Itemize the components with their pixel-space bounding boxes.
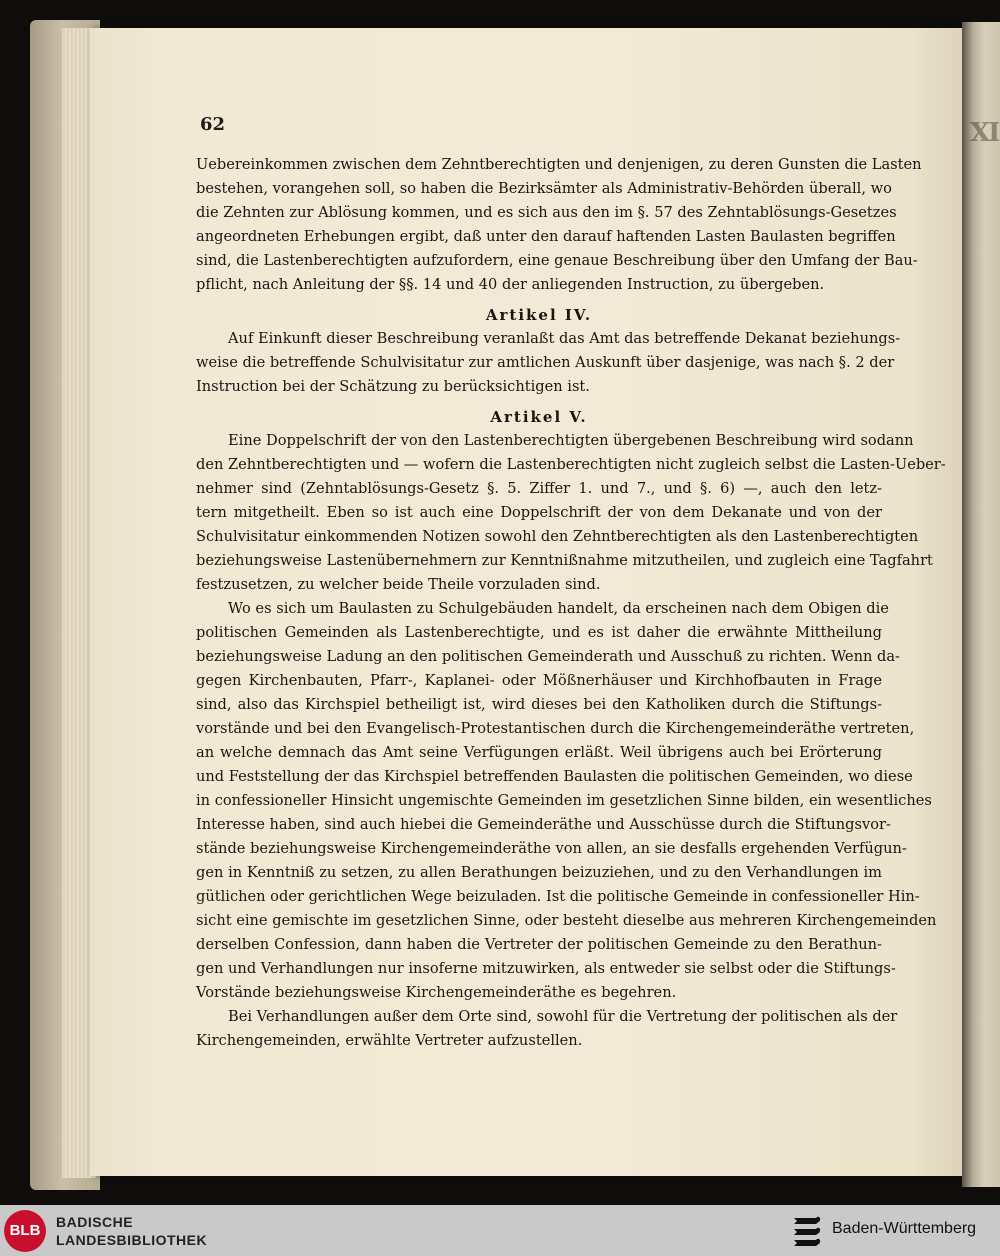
text-line: weise die betreffende Schulvisitatur zur amtlichen Auskunft über dasjenige, was nach §. 2 der (196, 354, 895, 371)
text-line: die Zehnten zur Ablösung kommen, und es sich aus den im §. 57 des Zehntablösungs-Gesetzes (196, 204, 897, 221)
footer-bar (0, 1205, 1000, 1256)
text-line: vorstände und bei den Evangelisch-Protestantischen durch die Kirchengemeinderäthe vertreten, (196, 720, 915, 737)
text-line: gen in Kenntniß zu setzen, zu allen Berathungen beizuziehen, und zu den Verhandlungen im (196, 864, 882, 881)
blb-library-name[interactable] (56, 1213, 207, 1249)
paragraph-first-line: Auf Einkunft dieser Beschreibung veranlaßt das Amt das betreffende Dekanat beziehungs- (228, 330, 901, 347)
paragraph-last-line: pflicht, nach Anleitung der §§. 14 und 40 der anliegenden Instruction, zu übergeben. (196, 276, 825, 293)
text-line: tern mitgetheilt. Eben so ist auch eine Doppelschrift der von dem Dekanate und von der (196, 504, 882, 521)
text-line: an welche demnach das Amt seine Verfügungen erläßt. Weil übrigens auch bei Erörterung (196, 744, 882, 761)
text-line: Interesse haben, sind auch hiebei die Gemeinderäthe und Ausschüsse durch die Stiftungsvor- (196, 816, 891, 833)
bw-state-name[interactable]: Baden-Württemberg (832, 1220, 977, 1237)
paragraph-first-line: Wo es sich um Baulasten zu Schulgebäuden handelt, da erscheinen nach dem Obigen die (228, 600, 889, 617)
text-line: gegen Kirchenbauten, Pfarr-, Kaplanei- oder Mößnerhäuser und Kirchhofbauten in Frage (196, 672, 882, 689)
article-heading: Artikel IV. (485, 306, 593, 324)
text-line: beziehungsweise Lastenübernehmern zur Kenntnißnahme mitzutheilen, und zugleich eine Tagfahrt (196, 552, 933, 569)
text-line: sind, also das Kirchspiel betheiligt ist, wird dieses bei den Katholiken durch die Stiftungs- (196, 696, 882, 713)
bw-lions-emblem-icon (792, 1214, 824, 1250)
right-page-edge (962, 22, 1000, 1187)
text-line: den Zehntberechtigten und — wofern die Lastenberechtigten nicht zugleich selbst die Lasten-Ueber- (196, 456, 946, 473)
blb-name-line-2: LANDESBIBLIOTHEK (56, 1232, 208, 1248)
text-line: sicht eine gemischte im gesetzlichen Sinne, oder besteht dieselbe aus mehreren Kirchengemeinden (196, 912, 937, 929)
text-line: in confessioneller Hinsicht ungemischte Gemeinden im gesetzlichen Sinne bilden, ein wesentliches (196, 792, 932, 809)
text-line: Schulvisitatur einkommenden Notizen sowohl den Zehntberechtigten als den Lastenberechtigten (196, 528, 919, 545)
text-line: sind, die Lastenberechtigten aufzufordern, eine genaue Beschreibung über den Umfang der Bau- (196, 252, 918, 269)
text-line: beziehungsweise Ladung an den politischen Gemeinderath und Ausschuß zu richten. Wenn da- (196, 648, 900, 665)
paragraph-last-line: festzusetzen, zu welcher beide Theile vorzuladen sind. (196, 576, 601, 593)
paragraph-last-line: Vorstände beziehungsweise Kirchengemeinderäthe es begehren. (196, 984, 677, 1001)
text-line: angeordneten Erhebungen ergibt, daß unter den darauf haftenden Lasten Baulasten begriffen (196, 228, 896, 245)
blb-name-line-1: BADISCHE (56, 1214, 134, 1230)
text-line: und Feststellung der das Kirchspiel betreffenden Baulasten die politischen Gemeinden, wo diese (196, 768, 913, 785)
text-line: bestehen, vorangehen soll, so haben die Bezirksämter als Administrativ-Behörden überall, wo (196, 180, 892, 197)
text-line: politischen Gemeinden als Lastenberechtigte, und es ist daher die erwähnte Mittheilung (196, 624, 882, 641)
page-text (196, 153, 946, 1053)
blb-logo[interactable]: BLB (4, 1210, 46, 1252)
page-number: 62 (200, 114, 226, 135)
paragraph-first-line: Eine Doppelschrift der von den Lastenberechtigten übergebenen Beschreibung wird sodann (228, 432, 914, 449)
right-page-fragment: XI (970, 118, 999, 148)
paragraph-last-line: Kirchengemeinden, erwählte Vertreter aufzustellen. (196, 1032, 583, 1049)
text-line: gütlichen oder gerichtlichen Wege beizuladen. Ist die politische Gemeinde in confessioneller Hin- (196, 888, 920, 905)
paragraph-last-line: Instruction bei der Schätzung zu berücksichtigen ist. (196, 378, 590, 395)
text-line: derselben Confession, dann haben die Vertreter der politischen Gemeinde zu den Berathun- (196, 936, 882, 953)
text-line: stände beziehungsweise Kirchengemeinderäthe von allen, an sie desfalls ergehenden Verfügun- (196, 840, 907, 857)
text-line: nehmer sind (Zehntablösungs-Gesetz §. 5. Ziffer 1. und 7., und §. 6) —, auch den letz- (196, 480, 882, 497)
paragraph-first-line: Bei Verhandlungen außer dem Orte sind, sowohl für die Vertretung der politischen als der (228, 1008, 898, 1025)
text-line: Uebereinkommen zwischen dem Zehntberechtigten und denjenigen, zu deren Gunsten die Lasten (196, 156, 922, 173)
text-line: gen und Verhandlungen nur insoferne mitzuwirken, als entweder sie selbst oder die Stiftungs- (196, 960, 896, 977)
article-heading: Artikel V. (490, 408, 588, 426)
